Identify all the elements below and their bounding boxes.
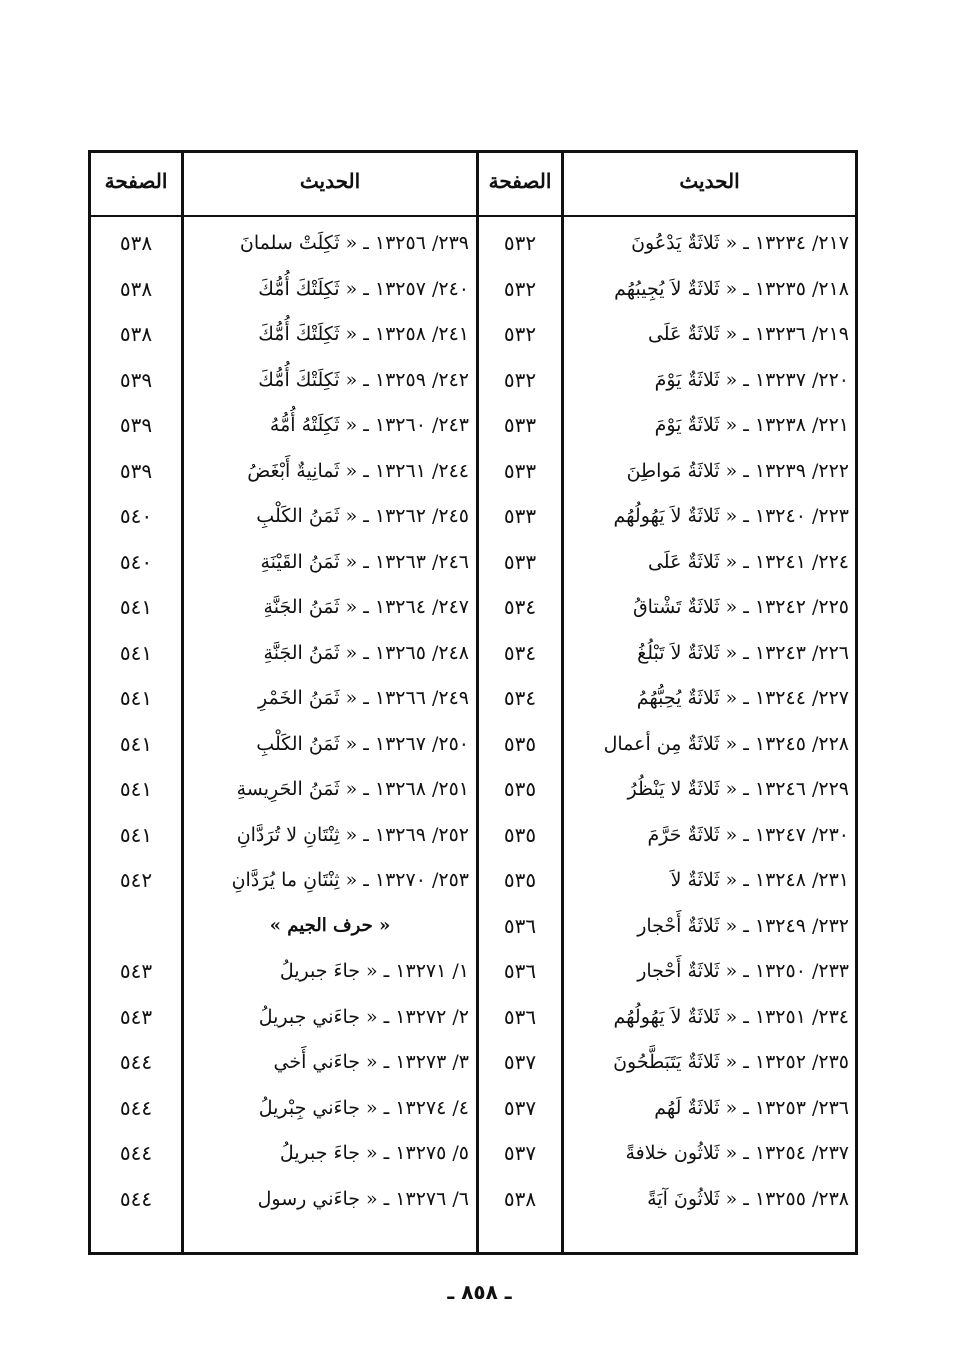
- hadith-entry: ٢٢٥/ ١٣٢٤٢ ـ « ثَلاثَةٌ تَشْتاقُ: [632, 596, 849, 618]
- hadith-entry: ٢٤٠/ ١٣٢٥٧ ـ « ثَكِلَتْكَ أُمُّكَ: [258, 277, 469, 300]
- page-ref: ٥٣٨: [119, 276, 153, 301]
- page-ref: ٥٤١: [119, 595, 153, 619]
- page-ref: ٥٤٠: [119, 504, 153, 528]
- hadith-entry: ٢٤٧/ ١٣٢٦٤ ـ « ثَمَنُ الجَنَّةِ: [263, 596, 469, 618]
- page-ref: ٥٤١: [119, 822, 153, 847]
- hadith-entry: ٦/ ١٣٢٧٦ ـ « جاءَني رسول: [257, 1187, 469, 1210]
- hadith-entry: ٢٢٤/ ١٣٢٤١ ـ « ثَلاثَةٌ عَلَى: [647, 550, 849, 573]
- page-ref: ٥٣٧: [503, 1050, 537, 1074]
- page-ref: ٥٣٦: [503, 1004, 537, 1029]
- page-ref: ٥٣٤: [503, 640, 537, 665]
- hadith-entry: ٢٣٩/ ١٣٢٥٦ ـ « ثَكِلَتْ سلمانَ: [239, 232, 469, 254]
- page-ref: ٥٣٨: [119, 231, 153, 255]
- hadith-entry: ٢١٨/ ١٣٢٣٥ ـ « ثَلاثَةٌ لاَ يُجِيبُهُم: [614, 277, 849, 300]
- page-ref: ٥٣٤: [503, 595, 537, 619]
- page-ref: ٥٤١: [119, 777, 153, 801]
- page-ref: ٥٣٩: [119, 367, 153, 392]
- page-ref: ٥٤٣: [119, 1004, 153, 1029]
- hadith-entry: ٢٥٣/ ١٣٢٧٠ ـ « ثِنْتَانِ ما يُرَدَّانِ: [231, 869, 469, 891]
- page-ref: ٥٣٢: [503, 231, 537, 255]
- hadith-entry: ٢٢٦/ ١٣٢٤٣ ـ « ثَلاثَةٌ لاَ تَبْلُغُ: [637, 641, 849, 664]
- hadith-entry: ٢٣٣/ ١٣٢٥٠ ـ « ثَلاثَةٌ أَحْجار: [637, 960, 849, 982]
- page-ref: ٥٣٩: [119, 458, 153, 483]
- hadith-entry: ٤/ ١٣٢٧٤ ـ « جاءَني جِبْريلُ: [258, 1096, 469, 1119]
- page-number: ـ ٨٥٨ ـ: [447, 1280, 512, 1304]
- page-ref: ٥٣٣: [503, 504, 537, 528]
- hadith-entry: ٢٢٠/ ١٣٢٣٧ ـ « ثَلاثَةٌ يَوْمَ: [654, 368, 849, 391]
- page-ref: ٥٤٠: [119, 549, 153, 574]
- page-ref: ٥٤٤: [119, 1095, 153, 1120]
- hadith-entry: ٢٣٦/ ١٣٢٥٣ ـ « ثَلاثَةٌ لَهُم: [654, 1096, 849, 1119]
- hadith-entry: ٢٤٥/ ١٣٢٦٢ ـ « ثَمَنُ الكَلْبِ: [256, 505, 469, 527]
- hadith-entry: ٣/ ١٣٢٧٣ ـ « جاءَني أَخي: [273, 1051, 469, 1073]
- hadith-entry: ٢٣١/ ١٣٢٤٨ ـ « ثَلاثَةٌ لاَ: [670, 869, 849, 891]
- hadith-entry: ٢٣٤/ ١٣٢٥١ ـ « ثَلاثَةٌ لاَ يَهُولُهُم: [613, 1005, 849, 1028]
- hadith-entry: ٢٣٧/ ١٣٢٥٤ ـ « ثَلاثُون خلافةً: [625, 1142, 849, 1164]
- page-ref: ٥٣٨: [119, 322, 153, 346]
- hadith-entry: ٢٤٢/ ١٣٢٥٩ ـ « ثَكِلَتْكَ أُمُّكَ: [258, 368, 469, 391]
- hadith-entry: ٢٤٨/ ١٣٢٦٥ ـ « ثَمَنُ الجَنَّةِ: [263, 641, 469, 664]
- hadith-entry: ٢/ ١٣٢٧٢ ـ « جاءَني جبريلُ: [258, 1005, 469, 1028]
- hadith-entry: ٢٢٧/ ١٣٢٤٤ ـ « ثَلاثَةٌ يُحِبُّهُمُ: [636, 687, 849, 709]
- page-ref: ٥٤٣: [119, 959, 153, 983]
- hadith-entry: ١/ ١٣٢٧١ ـ « جاءَ جبريلُ: [279, 960, 469, 982]
- page-ref: ٥٣٣: [503, 413, 537, 437]
- page-ref: ٥٣٢: [503, 322, 537, 346]
- page-ref: ٥٣٧: [503, 1141, 537, 1165]
- hadith-entry: ٢٥١/ ١٣٢٦٨ ـ « ثَمَنُ الحَرِيسةِ: [236, 778, 469, 800]
- page-ref: ٥٣٤: [503, 686, 537, 710]
- hadith-entry: ٢٣٠/ ١٣٢٤٧ ـ « ثَلاثَةٌ حَرَّمَ: [647, 823, 849, 846]
- page-ref: ٥٣٩: [119, 413, 153, 437]
- page-ref: ٥٣٣: [503, 549, 537, 574]
- hadith-entry: ٢٣٥/ ١٣٢٥٢ ـ « ثَلاثَةٌ يَتَبَطَّحُونَ: [613, 1051, 849, 1073]
- hadith-entry: ٢٢٢/ ١٣٢٣٩ ـ « ثَلاثَةُ مَواطِنَ: [626, 459, 849, 482]
- header-hadith-right: الحديث: [679, 169, 740, 193]
- hadith-entry: ٢٤٣/ ١٣٢٦٠ ـ « ثَكِلَتْهُ أُمُّهُ: [269, 414, 469, 436]
- hadith-entry: ٢٤٦/ ١٣٢٦٣ ـ « ثَمَنُ القَيْنَةِ: [260, 550, 469, 573]
- hadith-entry: ٢٤١/ ١٣٢٥٨ ـ « ثَكِلَتْكَ أُمُّكَ: [258, 323, 469, 345]
- column-divider: [181, 153, 184, 1252]
- header-separator: [91, 215, 855, 217]
- hadith-entry: ٢٣٢/ ١٣٢٤٩ ـ « ثَلاثَةٌ أَحْجار: [637, 914, 849, 937]
- hadith-entry: ٢٢٩/ ١٣٢٤٦ ـ « ثَلاثَةٌ لا يَنْظُرُ: [627, 778, 849, 800]
- hadith-entry: ٢٣٨/ ١٣٢٥٥ ـ « ثَلاثُونَ آيَةً: [647, 1187, 849, 1210]
- hadith-entry: ٢٥٠/ ١٣٢٦٧ ـ « ثَمَنُ الكَلْبِ: [256, 732, 469, 755]
- page-ref: ٥٣٧: [503, 1095, 537, 1120]
- page-ref: ٥٤٤: [119, 1186, 153, 1211]
- hadith-entry: ٢١٧/ ١٣٢٣٤ ـ « ثَلاثَةٌ يَدْعُونَ: [631, 232, 849, 254]
- hadith-entry: ٢٢٣/ ١٣٢٤٠ ـ « ثَلاثَةٌ لاَ يَهُولُهُم: [613, 505, 849, 527]
- page-ref: ٥٣٢: [503, 276, 537, 301]
- page-ref: ٥٣٥: [503, 777, 537, 801]
- column-divider: [561, 153, 564, 1252]
- hadith-entry: ٢٢٨/ ١٣٢٤٥ ـ « ثَلاثَةٌ مِن أعمال: [603, 732, 849, 755]
- page-ref: ٥٣٦: [503, 913, 537, 938]
- page-ref: ٥٤١: [119, 686, 153, 710]
- page-ref: ٥٣٦: [503, 959, 537, 983]
- header-page-left: الصفحة: [104, 169, 168, 193]
- page-ref: ٥٤٤: [119, 1141, 153, 1165]
- hadith-entry: ٢١٩/ ١٣٢٣٦ ـ « ثَلاثَةٌ عَلَى: [647, 323, 849, 345]
- index-table: [88, 150, 858, 1255]
- page-ref: ٥٣٥: [503, 868, 537, 892]
- page-ref: ٥٤١: [119, 731, 153, 756]
- page-ref: ٥٤١: [119, 640, 153, 665]
- page-ref: ٥٣٥: [503, 822, 537, 847]
- hadith-entry: ٢٢١/ ١٣٢٣٨ ـ « ثَلاثَةٌ يَوْمَ: [654, 414, 849, 436]
- header-hadith-left: الحديث: [299, 169, 361, 193]
- header-page-right: الصفحة: [488, 169, 552, 193]
- page-ref: ٥٣٢: [503, 367, 537, 392]
- hadith-entry: ٢٥٢/ ١٣٢٦٩ ـ « ثِنْتَانِ لا تُرَدَّانِ: [236, 823, 469, 846]
- page-ref: ٥٣٣: [503, 458, 537, 483]
- page-ref: ٥٣٥: [503, 731, 537, 756]
- page-ref: ٥٤٤: [119, 1050, 153, 1074]
- hadith-entry: ٢٤٤/ ١٣٢٦١ ـ « ثَمانِيةٌ أَبْغَضُ: [247, 459, 469, 482]
- page-ref: ٥٤٢: [119, 868, 153, 892]
- page-ref: ٥٣٨: [503, 1186, 537, 1211]
- hadith-entry: ٢٤٩/ ١٣٢٦٦ ـ « ثَمَنُ الخَمْرِ: [258, 687, 469, 709]
- hadith-entry: ٥/ ١٣٢٧٥ ـ « جاءَ جبريلُ: [279, 1142, 469, 1164]
- section-heading: « حرف الجيم »: [269, 914, 391, 936]
